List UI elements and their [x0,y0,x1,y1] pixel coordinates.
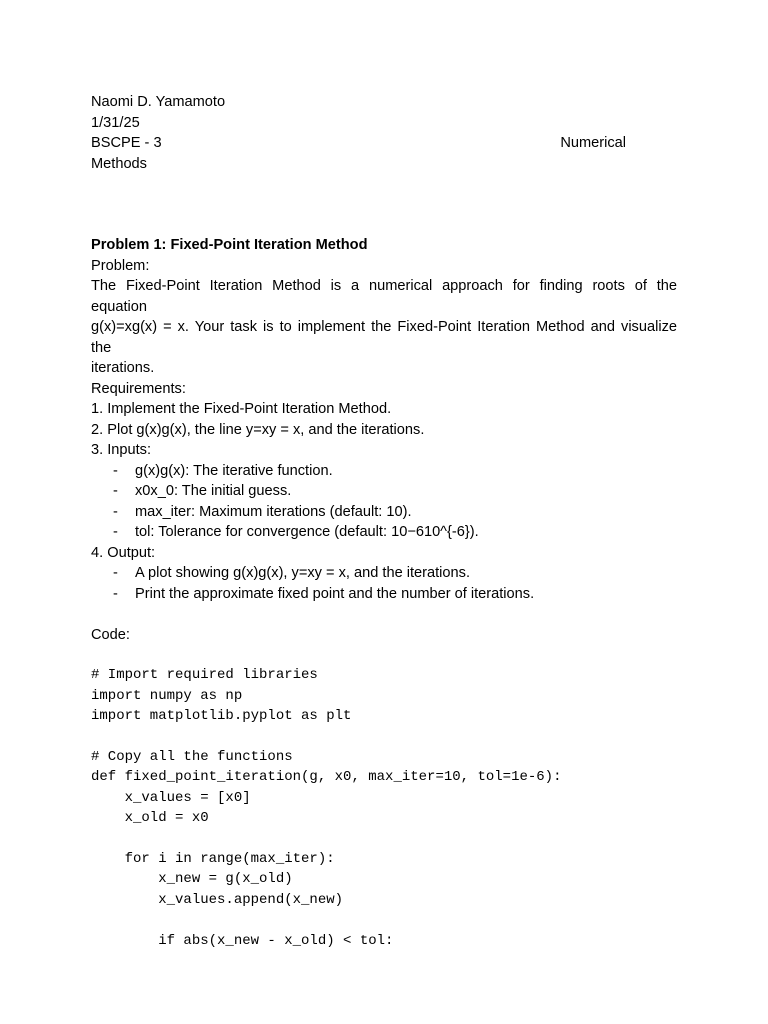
bullet-dash: - [113,483,118,499]
bullet-dash: - [113,585,118,602]
problem-desc-line3: g(x)=xg(x) = x. Your task is to implement the Fixed-Point Iteration Method and visualize [91,319,677,335]
input-bullet-text: g(x)g(x): The iterative function. [135,462,333,479]
bullet-dash: - [113,524,118,540]
code-line: x_values = [x0] [91,789,251,806]
code-line: import matplotlib.pyplot as plt [91,708,352,725]
code-line [91,727,677,747]
problem-desc-line5: iterations. [91,360,155,376]
input-bullet-4 [91,522,677,543]
code-line [91,829,677,849]
code-line: # Import required libraries [91,667,318,684]
requirement-item-4: 4. Output: [91,544,156,561]
document-date: 1/31/25 [91,114,140,131]
requirement-item-2: 2. Plot g(x)g(x), the line y=xy = x, and the iterations. [91,421,425,438]
spacer [91,174,677,235]
requirement-item-3: 3. Inputs: [91,442,152,458]
section-label: BSCPE - 3 [91,135,162,151]
requirement-item-1: 1. Implement the Fixed-Point Iteration Method. [91,401,392,417]
bullet-dash: - [113,565,118,581]
problem-label: Problem: [91,257,150,274]
code-line: # Copy all the functions [91,749,293,766]
problem-desc-line2: equation [91,298,147,315]
input-bullet-3 [91,502,677,523]
bullet-dash: - [113,503,118,520]
code-line: if abs(x_new - x_old) < tol: [91,932,394,949]
code-label: Code: [91,626,130,643]
code-line [91,910,677,930]
problem-desc-line4: the [91,339,112,356]
code-line: x_old = x0 [91,810,209,827]
author-name: Naomi D. Yamamoto [91,94,226,110]
output-bullet-2 [91,584,677,605]
code-block [91,645,677,992]
course-label-part2: Methods [91,155,147,172]
output-bullet-1 [91,563,677,584]
code-line: import numpy as np [91,687,243,704]
problem-desc-line1: The Fixed-Point Iteration Method is a numerical approach for finding roots of the [91,278,677,294]
input-bullet-1 [91,461,677,482]
input-bullet-text: x0x_0: The initial guess. [135,483,292,499]
section-course-row [91,133,677,154]
input-bullet-text: tol: Tolerance for convergence (default: 10−610^{-6}). [135,524,479,540]
requirements-label: Requirements: [91,380,186,397]
course-label-part1: Numerical [560,135,626,151]
problem-title: Problem 1: Fixed-Point Iteration Method [91,237,368,253]
code-line: def fixed_point_iteration(g, x0, max_iter=10, tol=1e-6): [91,769,562,786]
document-page [91,92,677,992]
code-line: for i in range(max_iter): [91,851,335,868]
bullet-dash: - [113,462,118,479]
code-line: x_new = g(x_old) [91,871,293,888]
output-bullet-text: A plot showing g(x)g(x), y=xy = x, and the iterations. [135,565,471,581]
input-bullet-text: max_iter: Maximum iterations (default: 10). [135,503,412,520]
code-line: x_values.append(x_new) [91,891,344,908]
output-bullet-text: Print the approximate fixed point and the number of iterations. [135,585,535,602]
input-bullet-2 [91,481,677,502]
spacer [91,604,677,625]
